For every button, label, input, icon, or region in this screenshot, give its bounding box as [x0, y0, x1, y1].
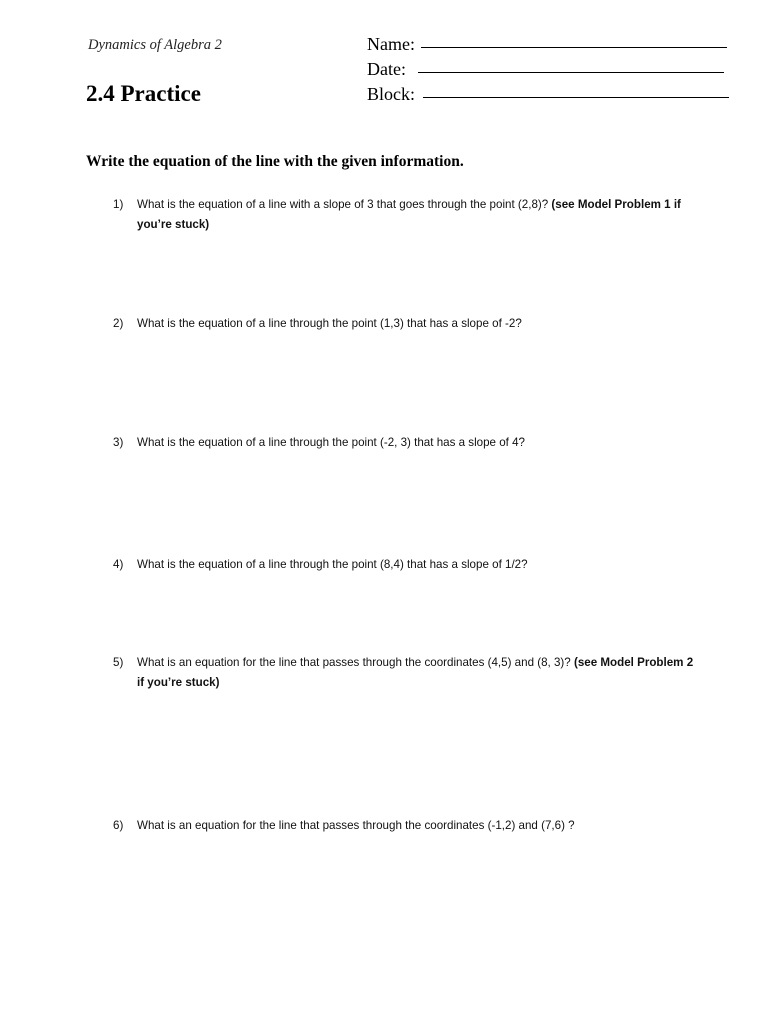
name-field	[367, 34, 727, 55]
date-field	[367, 59, 724, 80]
question-text	[137, 314, 697, 334]
question-text	[137, 816, 697, 836]
question-number: 5)	[113, 656, 124, 669]
question-body: What is the equation of a line through the point (1,3) that has a slope of -2?	[137, 317, 522, 330]
question-body: What is an equation for the line that passes through the coordinates (-1,2) and (7,6) ?	[137, 819, 575, 832]
page-title: 2.4 Practice	[86, 81, 201, 106]
date-label: Date:	[367, 59, 406, 79]
date-blank-line	[418, 71, 724, 73]
block-blank-line	[423, 96, 729, 98]
block-field	[367, 84, 729, 105]
question-body: What is the equation of a line through the point (-2, 3) that has a slope of 4?	[137, 436, 525, 449]
question-hint: (see Model Problem 2 if you’re stuck)	[137, 656, 694, 689]
name-blank-line	[421, 46, 727, 48]
question-number: 6)	[113, 819, 124, 832]
question-body: What is the equation of a line through the point (8,4) that has a slope of 1/2?	[137, 558, 528, 571]
instructions: Write the equation of the line with the given information.	[86, 153, 464, 170]
question-text	[137, 555, 697, 575]
question-body: What is the equation of a line with a slope of 3 that goes through the point (2,8)?	[137, 198, 552, 211]
question-number: 3)	[113, 436, 124, 449]
question-text	[137, 433, 697, 453]
question-body: What is an equation for the line that passes through the coordinates (4,5) and (8, 3)?	[137, 656, 574, 669]
question-number: 4)	[113, 558, 124, 571]
question-number: 2)	[113, 317, 124, 330]
block-label: Block:	[367, 84, 415, 104]
name-label: Name:	[367, 34, 415, 54]
question-hint: (see Model Problem 1 if you’re stuck)	[137, 198, 681, 231]
course-name: Dynamics of Algebra 2	[88, 37, 222, 53]
question-number: 1)	[113, 198, 124, 211]
question-text	[137, 195, 697, 235]
question-text	[137, 653, 697, 693]
